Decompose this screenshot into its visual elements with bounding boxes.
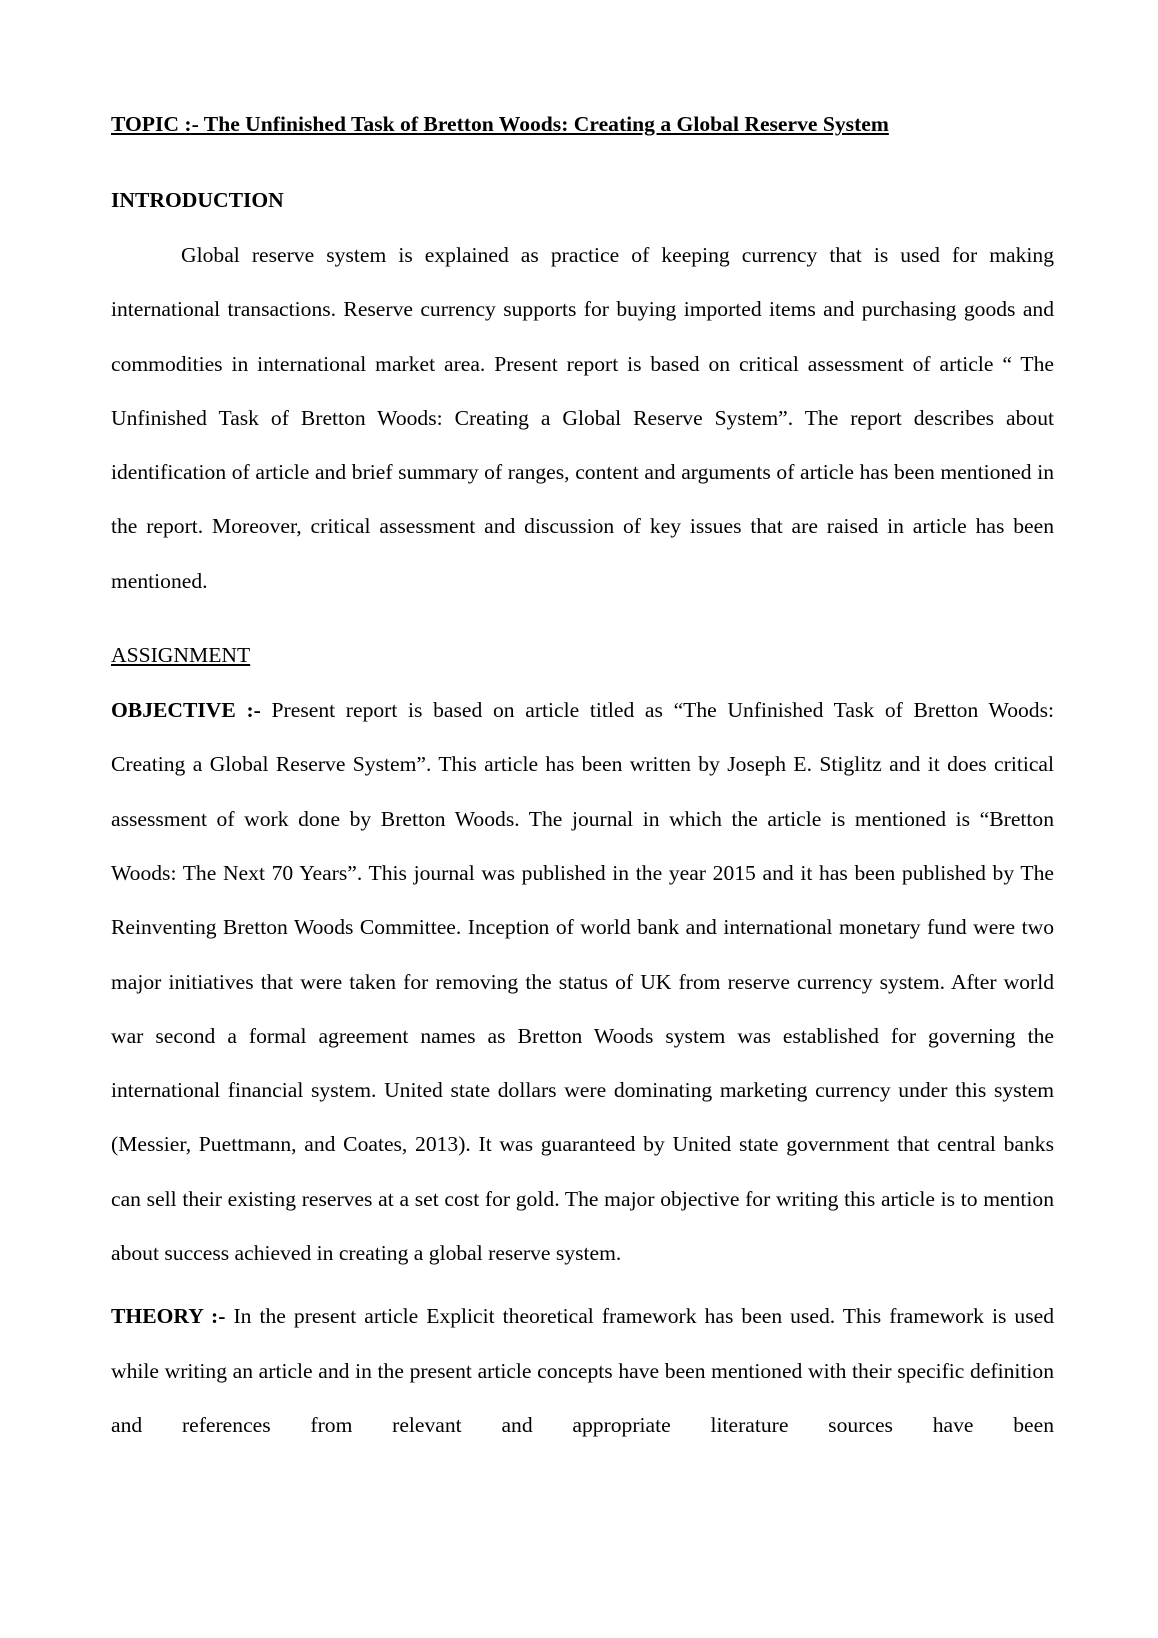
document-page [111, 104, 1054, 1452]
theory-label: THEORY :- [111, 1304, 226, 1329]
introduction-heading: INTRODUCTION [111, 188, 284, 212]
assignment-heading: ASSIGNMENT [111, 643, 251, 668]
introduction-paragraph: Global reserve system is explained as practice of keeping currency that is used for making international transactions. Reserve currency supports for buying imported items and purchasing goods and commodities in international market area. Present report is based on critical assessment of article “ The Unfinished Task of Bretton Woods: Creating a Global Reserve System”. The report describes about identification of article and brief summary of ranges, content and arguments of article has been mentioned in the report. Moreover, critical assessment and discussion of key issues that are raised in article has been mentioned. [111, 243, 1054, 593]
objective-label: OBJECTIVE :- [111, 698, 261, 723]
objective-text: Present report is based on article titled as “The Unfinished Task of Bretton Woods: Creating a Global Reserve System”. This article has been written by Joseph E. Stiglitz and it does critical assessment of work done by Bretton Woods. The journal in which the article is mentioned is “Bretton Woods: The Next 70 Years”. This journal was published in the year 2015 and it has been published by The Reinventing Bretton Woods Committee. Inception of world bank and international monetary fund were two major initiatives that were taken for removing the status of UK from reserve currency system. After world war second a formal agreement names as Bretton Woods system was established for governing the international financial system. United state dollars were dominating marketing currency under this system (Messier, Puettmann, and Coates, 2013). It was guaranteed by United state government that central banks can sell their existing reserves at a set cost for gold. The major objective for writing this article is to mention about success achieved in creating a global reserve system. [111, 698, 1054, 1266]
theory-paragraph [111, 1289, 1054, 1452]
theory-text: In the present article Explicit theoretical framework has been used. This framework is used while writing an article and in the present article concepts have been mentioned with their specific definition and references from relevant and appropriate literature sources have been [111, 1304, 1054, 1437]
objective-paragraph [111, 683, 1054, 1280]
document-topic-title: TOPIC :- The Unfinished Task of Bretton Woods: Creating a Global Reserve System [111, 112, 889, 136]
